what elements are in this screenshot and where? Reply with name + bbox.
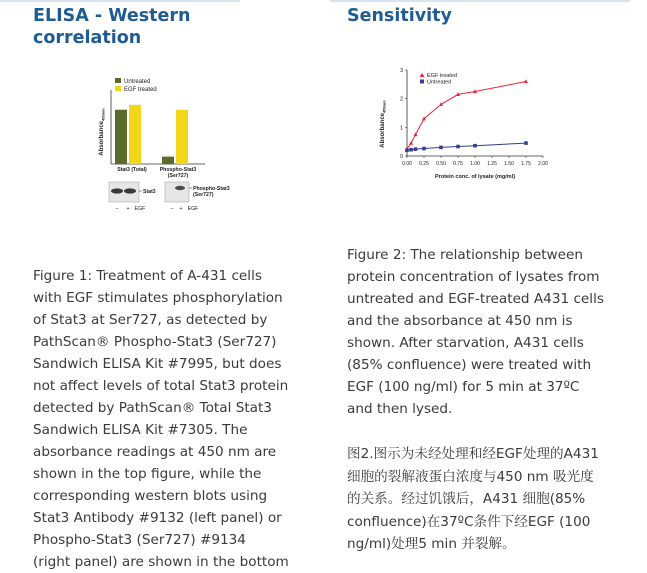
blot-label-phospho-site: (Ser727) [193,192,214,198]
caption-line: Sandwich ELISA Kit #7995, but does [33,356,282,372]
legend-label-untreated: Untreated [427,79,452,86]
bar-egf-0 [129,105,141,164]
caption-line: (right panel) are shown in the bottom [33,554,289,570]
legend-label-egf: EGF treated [124,87,157,93]
caption-line: Figure 1: Treatment of A-431 cells [33,268,262,284]
data-point-untreated [439,146,443,150]
y-ticks [400,68,407,160]
caption-cn-line: 细胞的裂解液蛋白浓度与450 nm 吸光度 [347,468,594,485]
line-ylabel: Absorbance$_{450nm}$ [380,100,387,148]
caption-line: Stat3 Antibody #9132 (left panel) or [33,510,282,526]
bar-untreated-0 [115,110,127,164]
x-tick-label: 0.50 [436,161,446,167]
blot-band-stat3-untreated [111,188,123,193]
data-point-untreated [473,144,477,148]
line-xlabel: Protein conc. of lysate (mg/ml) [434,174,516,180]
data-point-egf [524,79,528,83]
blot-band-stat3-egf [124,188,136,193]
line-series [405,79,528,152]
caption-line: PathScan® Phospho-Stat3 (Ser727) [33,334,277,350]
figure2-caption [347,244,647,420]
caption-line: (85% confluence) were treated with [347,357,592,373]
x-tick-label: 0.25 [419,161,429,167]
legend-label-untreated: Untreated [124,79,151,85]
blot-label-stat3: Stat3 [143,189,156,195]
data-point-untreated [524,141,528,145]
lane-mark: + [126,206,130,212]
data-point-untreated [414,147,418,151]
elisa-bar-figure [95,70,255,220]
caption-cn-line: ng/ml)处理5 min 并裂解。 [347,536,516,552]
lane-mark: – [170,206,174,212]
data-point-untreated [409,148,413,152]
y-tick-label: 3 [399,68,403,74]
legend-label-egf: EGF treated [427,73,457,79]
x-tick-label: 1.75 [521,161,531,167]
y-tick-label: 2 [399,96,403,103]
elisa-heading-line1: ELISA - Western [33,6,191,26]
lane-mark: – [115,206,119,212]
caption-line: of Stat3 at Ser727, as detected by [33,312,268,328]
figure1-caption [33,265,333,573]
lane-mark: EGF [134,206,146,212]
bar-category-phospho-site: (Ser727) [167,173,189,179]
blot-label-phospho: Phospho-Stat3 [193,186,230,192]
caption-line: absorbance readings at 450 nm are [33,444,277,460]
caption-cn-line: 的关系。经过饥饿后，A431 细胞(85% [347,491,586,507]
bar-series [115,105,188,164]
x-tick-label: 1.25 [487,161,497,167]
blot-band-phospho-egf [175,186,185,190]
caption-line: Phospho-Stat3 (Ser727) #9134 [33,532,246,548]
sensitivity-heading: Sensitivity [347,6,452,26]
caption-cn-line: 图2.图示为未经处理和经EGF处理的A431 [347,446,599,462]
bar-category-phospho: Phospho-Stat3 [159,167,197,173]
sensitivity-line-figure [375,62,565,187]
caption-line: EGF (100 ng/ml) for 5 min at 37ºC [347,379,580,395]
x-tick-label: 0.75 [453,161,463,167]
data-point-untreated [456,145,460,149]
x-tick-label: 1.50 [504,161,514,167]
legend-swatch-untreated [115,78,121,83]
caption-line: not affect levels of total Stat3 protein [33,378,289,394]
legend-swatch-egf [115,86,121,91]
heading-rule [0,0,240,2]
x-tick-label: 2.00 [538,161,548,167]
bar-ylabel: Absorbance$_{450nm}$ [99,108,106,156]
lane-mark: EGF [187,206,199,212]
x-tick-label: 0.00 [402,161,412,167]
series-line-egf [407,79,526,149]
bar-egf-1 [176,110,188,164]
legend-marker-egf [420,73,425,77]
caption-line: and then lysed. [347,401,453,417]
caption-line: Figure 2: The relationship between [347,247,583,263]
caption-line: Sandwich ELISA Kit #7305. The [33,422,248,438]
caption-line: and the absorbance at 450 nm is [347,313,573,329]
caption-line: shown. After starvation, A431 cells [347,335,584,351]
bar-category-total: Stat3 (Total) [117,167,147,173]
x-tick-label: 1.00 [470,161,480,167]
figure2-caption-chinese [347,443,647,556]
caption-cn-line: confluence)在37ºC条件下经EGF (100 [347,513,591,530]
data-point-untreated [405,148,409,152]
y-tick-label: 0 [399,154,403,160]
legend-marker-untreated [420,80,424,84]
heading-rule [330,0,630,2]
x-ticks [399,154,548,167]
caption-line: untreated and EGF-treated A431 cells [347,291,604,307]
caption-line: corresponding western blots using [33,488,268,504]
y-tick-label: 1 [399,125,403,132]
bar-untreated-1 [162,157,174,164]
data-point-untreated [422,147,426,151]
caption-line: with EGF stimulates phosphorylation [33,290,283,306]
lane-mark: + [179,206,183,212]
elisa-heading-line2: correlation [33,28,142,48]
caption-line: protein concentration of lysates from [347,269,600,285]
caption-line: detected by PathScan® Total Stat3 [33,400,272,416]
caption-line: shown in the top figure, while the [33,466,262,482]
blot-phospho [165,182,189,202]
